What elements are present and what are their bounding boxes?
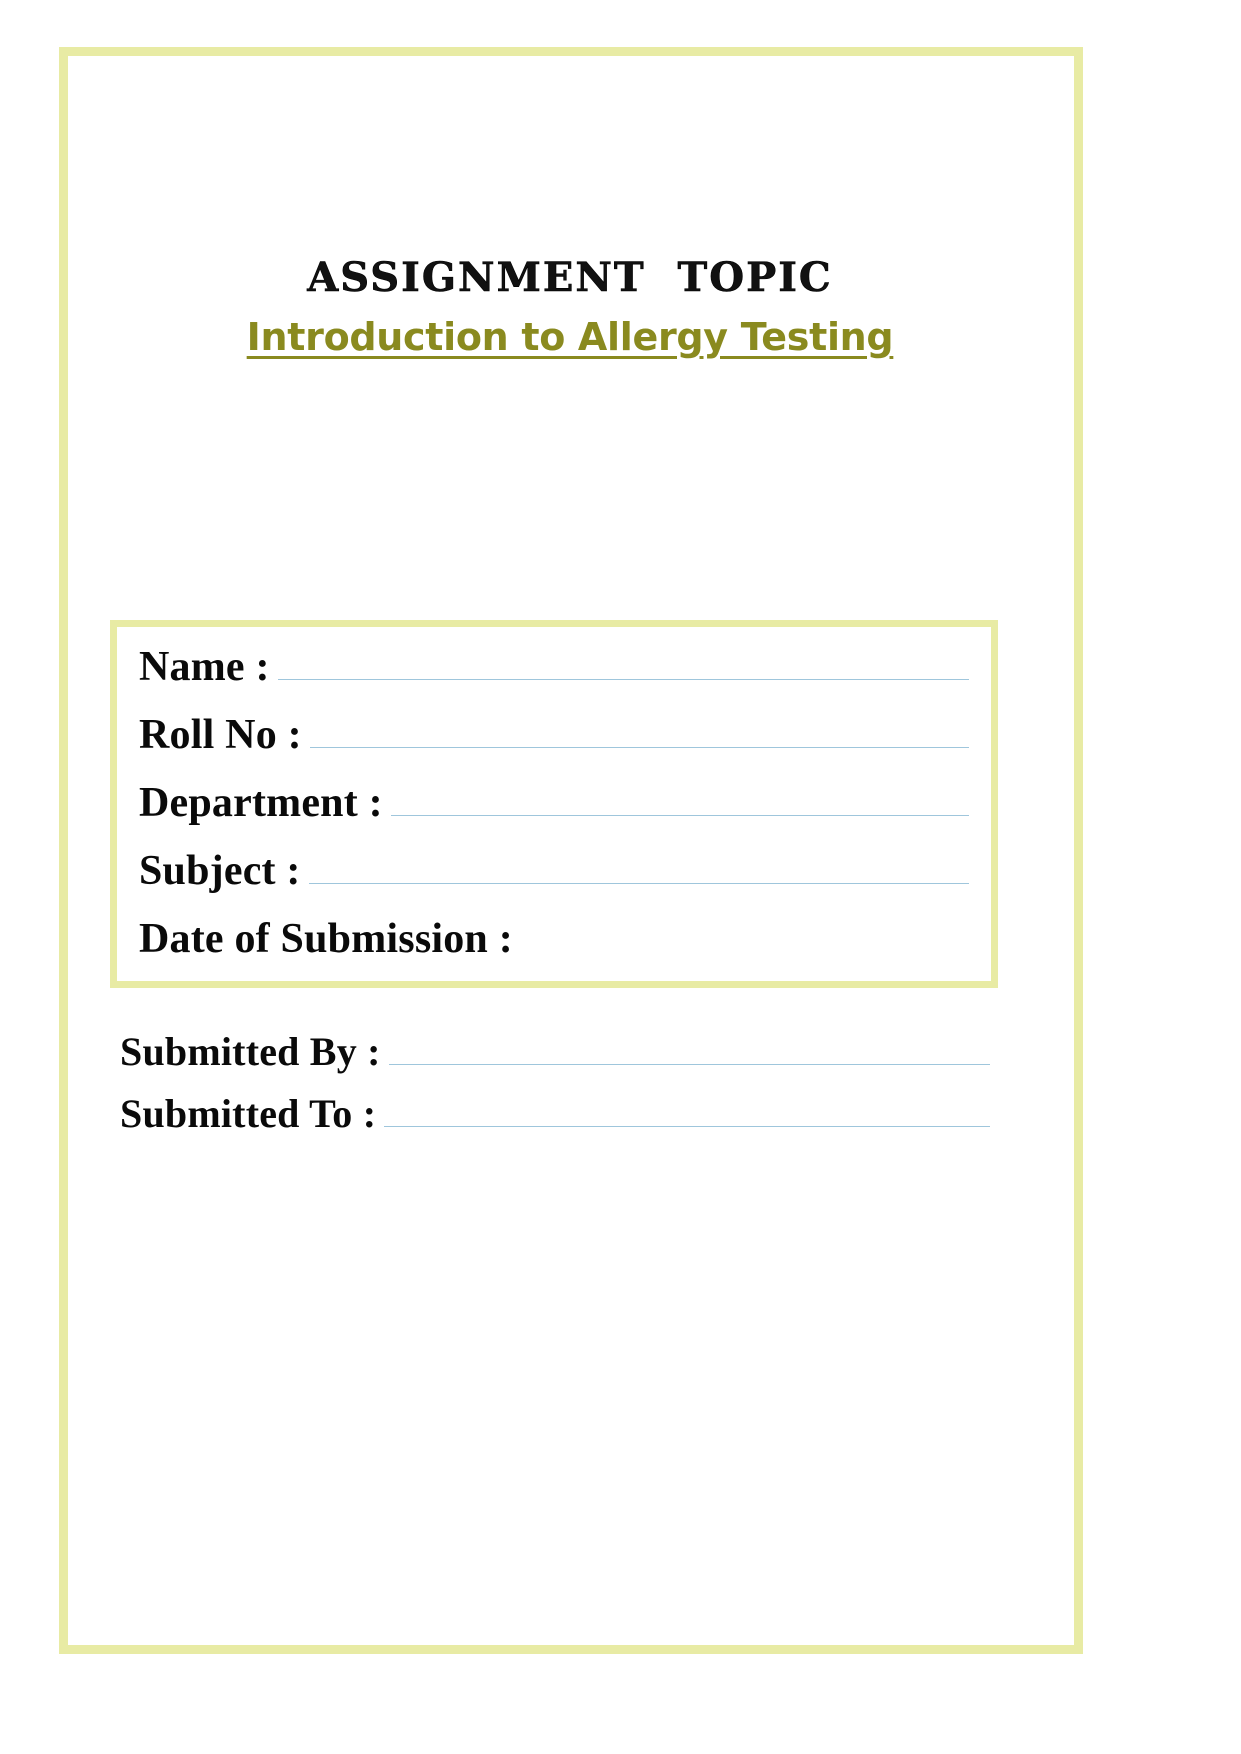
field-row-department bbox=[139, 779, 969, 847]
submitted-to-input-line[interactable] bbox=[384, 1125, 990, 1127]
roll-no-input-line[interactable] bbox=[310, 746, 969, 748]
submitted-by-label: Submitted By : bbox=[120, 1029, 381, 1074]
field-row-date-of-submission bbox=[139, 915, 969, 983]
subject-input-line[interactable] bbox=[309, 882, 969, 884]
department-input-line[interactable] bbox=[391, 814, 969, 816]
department-label: Department : bbox=[139, 780, 383, 826]
student-info-box bbox=[110, 620, 998, 988]
page-title: ASSIGNMENT TOPIC bbox=[307, 254, 833, 301]
roll-no-label: Roll No : bbox=[139, 712, 302, 758]
name-label: Name : bbox=[139, 644, 270, 690]
title-block bbox=[120, 255, 1020, 361]
submitted-block bbox=[120, 1028, 990, 1152]
assignment-topic-title: Introduction to Allergy Testing bbox=[246, 315, 894, 359]
date-of-submission-label: Date of Submission : bbox=[139, 916, 513, 962]
date-of-submission-input-line[interactable] bbox=[521, 951, 969, 952]
submitted-to-label: Submitted To : bbox=[120, 1091, 377, 1136]
submitted-by-input-line[interactable] bbox=[389, 1063, 990, 1065]
field-row-submitted-by bbox=[120, 1028, 990, 1090]
field-row-subject bbox=[139, 847, 969, 915]
field-row-submitted-to bbox=[120, 1090, 990, 1152]
field-row-name bbox=[139, 643, 969, 711]
subject-label: Subject : bbox=[139, 848, 301, 894]
field-row-roll-no bbox=[139, 711, 969, 779]
name-input-line[interactable] bbox=[278, 678, 969, 680]
